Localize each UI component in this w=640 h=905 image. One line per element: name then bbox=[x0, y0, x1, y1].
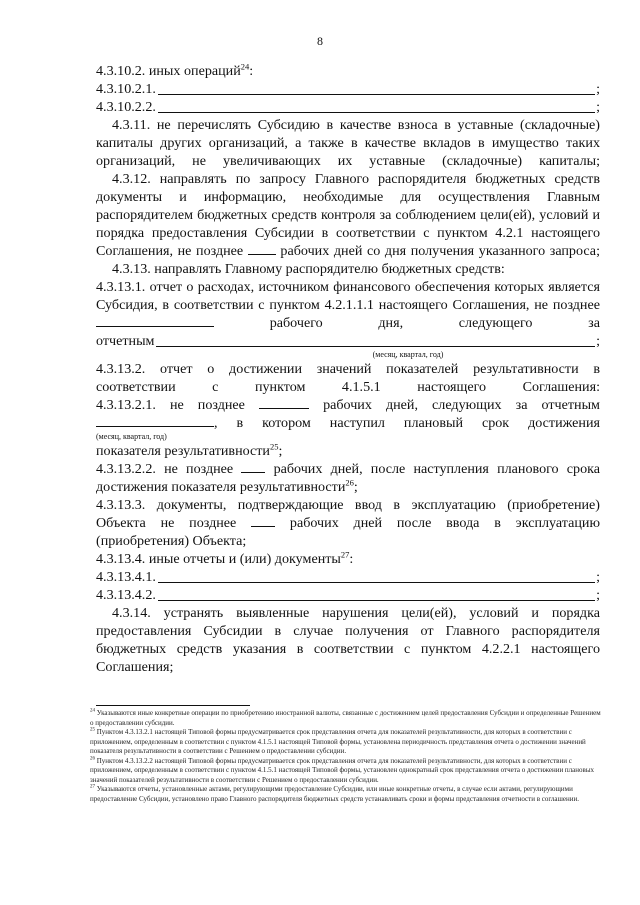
period-caption-2: (месяц, квартал, год) bbox=[96, 432, 167, 441]
blank-line bbox=[158, 100, 595, 113]
footnote-26: $^{26}$ Пунктом 4.3.13.2.2 настоящей Типовой формы предусматривается срок представления отчета для показателей результативности, для которых в соответствии с приложением, определенным в соответствии с пунктом 4.1.5.1 настоящей Типовой формы, установлен однократный срок представления отчета о достижении плановых значений показателей результативности в соответствии с Решением о предоставлении субсидии. bbox=[90, 756, 595, 784]
blank-line bbox=[158, 570, 595, 583]
clause-4-3-13-2: 4.3.13.2. отчет о достижении значений показателей результативности в соответствии с пунктом 4.1.5.1 настоящего Соглашения: bbox=[96, 361, 600, 395]
blank-field bbox=[248, 242, 276, 255]
footnotes bbox=[90, 709, 602, 804]
clause-4-3-14: 4.3.14. устранять выявленные нарушения цели(ей), условий и порядка предоставления Субсидии в случае получения от Главного распорядителя бюджетных средств указания в соответствии с пунктом 4.2.2.1 настоящего Соглашения; bbox=[96, 605, 600, 675]
blank-line bbox=[158, 82, 595, 95]
clause-4-3-11: 4.3.11. не перечислять Субсидию в качестве взноса в уставные (складочные) капиталы других организаций, а также в качестве вкладов в имущество таких организаций, не увеличивающих их уставные (складочные) капиталы; bbox=[96, 117, 600, 169]
clause-4-3-13-1: 4.3.13.1. отчет о расходах, источником финансового обеспечения которых является Субсидия, в соответствии с пунктом 4.2.1.1.1 настоящего Соглашения, не позднее рабочего дня, следующего за bbox=[96, 279, 600, 331]
clause-4-3-13-3-end: (приобретения) Объекта; bbox=[96, 533, 247, 549]
footnote-24: $^{24}$ Указываются иные конкретные операции по приобретению иностранной валюты, связанные с достижением целей предоставления Субсидии и определенные Решением о предоставлении субсидии. bbox=[90, 708, 601, 727]
clause-4-3-12: 4.3.12. направлять по запросу Главного распорядителя бюджетных средств документы и информацию, необходимые для осуществления Главным распорядителем бюджетных средств контроля за соблюдением цели(ей), условий и порядка предоставления Субсидии в соответствии с пунктом 4.2.1 настоящего Соглашения, не позднее рабочих дней со дня получения указанного запроса; bbox=[96, 171, 600, 259]
fill-line-4-3-10-2-1: 4.3.10.2.1. ; bbox=[96, 81, 600, 97]
clause-4-3-10-2: 4.3.10.2. иных операций$^{24}$: bbox=[96, 61, 254, 79]
blank-field bbox=[259, 396, 309, 409]
period-caption: (месяц, квартал, год) bbox=[372, 350, 444, 359]
page-number: 8 bbox=[317, 34, 323, 48]
clause-4-3-13-3: 4.3.13.3. документы, подтверждающие ввод в эксплуатацию (приобретение) Объекта не позднее рабочих дней после ввода в эксплуатацию bbox=[96, 497, 600, 531]
clause-4-3-13-2-2: 4.3.13.2.2. не позднее рабочих дней, после наступления планового срока bbox=[96, 461, 601, 477]
clause-4-3-13: 4.3.13. направлять Главному распорядителю бюджетных средств: bbox=[112, 261, 505, 277]
blank-field bbox=[251, 514, 275, 527]
blank-field bbox=[96, 314, 214, 327]
blank-line bbox=[158, 588, 595, 601]
clause-4-3-13-2-1-end: показателя результативности$^{25}$; bbox=[96, 441, 283, 459]
fill-line-4-3-13-4-1: 4.3.13.4.1. ; bbox=[96, 569, 600, 585]
fill-line-4-3-13-4-2: 4.3.13.4.2. ; bbox=[96, 587, 600, 603]
footnote-27: $^{27}$ Указываются отчеты, установленные актами, регулирующими предоставление Субсидии, или иные конкретные отчеты, в случае если актами, регулирующими предоставление Субсидии, установлено право Главного распорядителя бюджетных средств устанавливать сроки и формы представления отчетности в соглашении. bbox=[90, 784, 579, 803]
clause-4-3-13-2-1: 4.3.13.2.1. не позднее рабочих дней, следующих за отчетным , в котором наступил плановый срок достижения bbox=[96, 397, 600, 431]
blank-field bbox=[241, 460, 265, 473]
footnote-separator bbox=[96, 705, 250, 706]
clause-4-3-13-4: 4.3.13.4. иные отчеты и (или) документы$^{27}$: bbox=[96, 549, 354, 567]
document-body bbox=[96, 62, 600, 676]
fill-line-4-3-13-1: отчетным ; bbox=[96, 333, 600, 349]
blank-field bbox=[96, 414, 214, 427]
clause-4-3-13-2-2-end: достижения показателя результативности$^{26}$; bbox=[96, 477, 358, 495]
footnote-25: $^{25}$ Пунктом 4.3.13.2.1 настоящей Типовой формы предусматривается срок представления отчета для показателей результативности, для которых в соответствии с приложением, определенным в соответствии с пунктом 4.1.5.1 настоящей Типовой формы, установлена периодичность представления отчета о достижении значений показателя результативности в соответствии с Решением о предоставлении субсидии. bbox=[90, 727, 586, 755]
blank-line bbox=[156, 334, 595, 347]
fill-line-4-3-10-2-2: 4.3.10.2.2. ; bbox=[96, 99, 600, 115]
